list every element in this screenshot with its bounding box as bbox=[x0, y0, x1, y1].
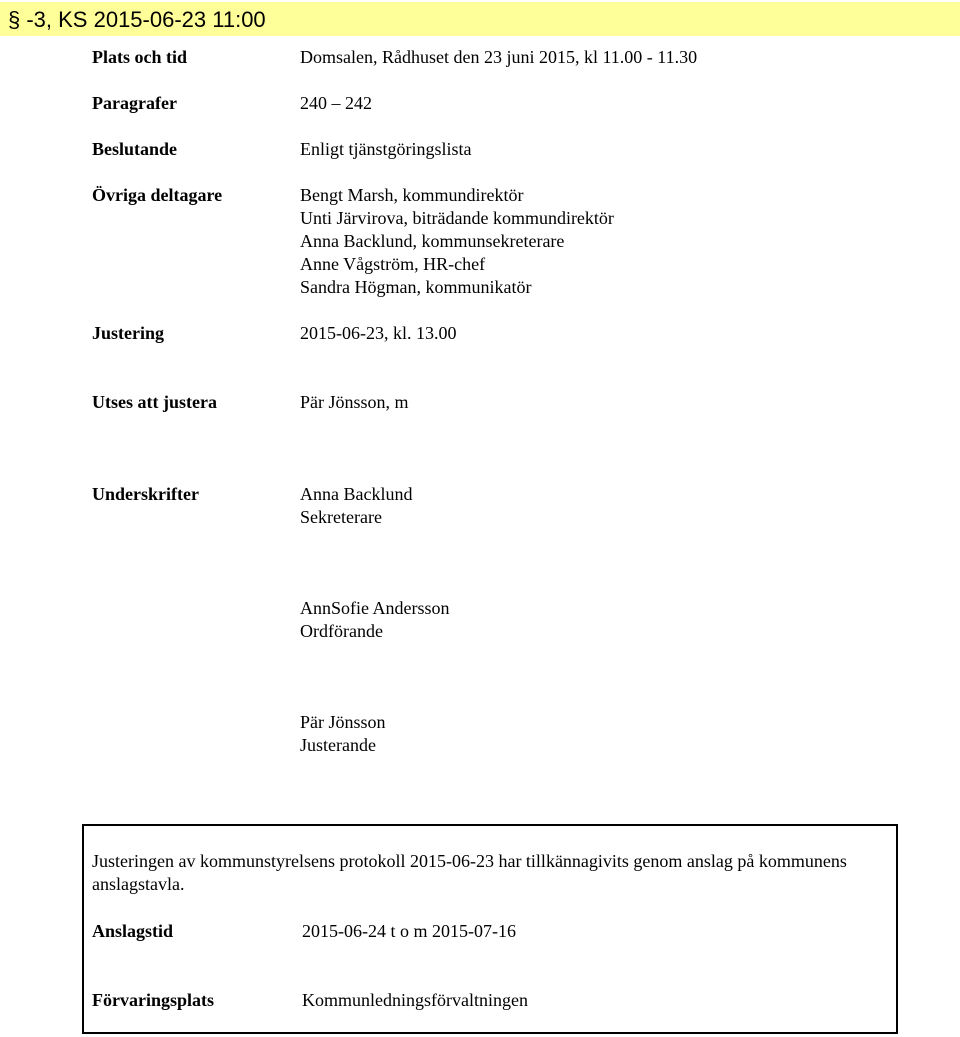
notice-text: Justeringen av kommunstyrelsens protokoll 2015-06-23 har tillkännagivits genom anslag på kommunens anslagstavla. bbox=[92, 851, 847, 894]
label-utses-att-justera: Utses att justera bbox=[92, 392, 217, 412]
signature-name: AnnSofie Andersson bbox=[300, 598, 450, 618]
value-forvaringsplats: Kommunledningsförvaltningen bbox=[302, 990, 528, 1010]
signature-role: Justerande bbox=[300, 735, 376, 755]
signature-role: Sekreterare bbox=[300, 507, 382, 527]
label-paragrafer: Paragrafer bbox=[92, 93, 177, 113]
signature-name: Pär Jönsson bbox=[300, 712, 386, 732]
participant-list bbox=[300, 184, 614, 299]
notice-box bbox=[82, 824, 898, 1034]
participant-item: Anne Vågström, HR-chef bbox=[300, 254, 486, 274]
participant-item: Bengt Marsh, kommundirektör bbox=[300, 185, 524, 205]
signature-block-chair bbox=[300, 597, 450, 643]
label-justering: Justering bbox=[92, 323, 164, 343]
section-header-bar bbox=[0, 2, 960, 36]
label-underskrifter: Underskrifter bbox=[92, 484, 199, 504]
signature-role: Ordförande bbox=[300, 621, 383, 641]
label-beslutande: Beslutande bbox=[92, 139, 178, 159]
value-justering: 2015-06-23, kl. 13.00 bbox=[300, 323, 457, 343]
label-anslagstid: Anslagstid bbox=[92, 921, 174, 941]
participant-item: Sandra Högman, kommunikatör bbox=[300, 277, 532, 297]
value-beslutande: Enligt tjänstgöringslista bbox=[300, 139, 472, 159]
signature-block-adjuster bbox=[300, 711, 386, 757]
value-anslagstid: 2015-06-24 t o m 2015-07-16 bbox=[302, 921, 516, 941]
signature-block-secretary bbox=[300, 483, 412, 529]
participant-item: Unti Järvirova, biträdande kommundirektör bbox=[300, 208, 614, 228]
label-ovriga-deltagare: Övriga deltagare bbox=[92, 185, 223, 205]
value-paragrafer: 240 – 242 bbox=[300, 93, 372, 113]
value-plats-och-tid: Domsalen, Rådhuset den 23 juni 2015, kl 11.00 - 11.30 bbox=[300, 47, 698, 67]
section-title: § -3, KS 2015-06-23 11:00 bbox=[8, 7, 266, 32]
label-plats-och-tid: Plats och tid bbox=[92, 47, 188, 67]
signature-name: Anna Backlund bbox=[300, 484, 413, 504]
value-utses-att-justera: Pär Jönsson, m bbox=[300, 392, 409, 412]
label-forvaringsplats: Förvaringsplats bbox=[92, 990, 215, 1010]
participant-item: Anna Backlund, kommunsekreterare bbox=[300, 231, 565, 251]
